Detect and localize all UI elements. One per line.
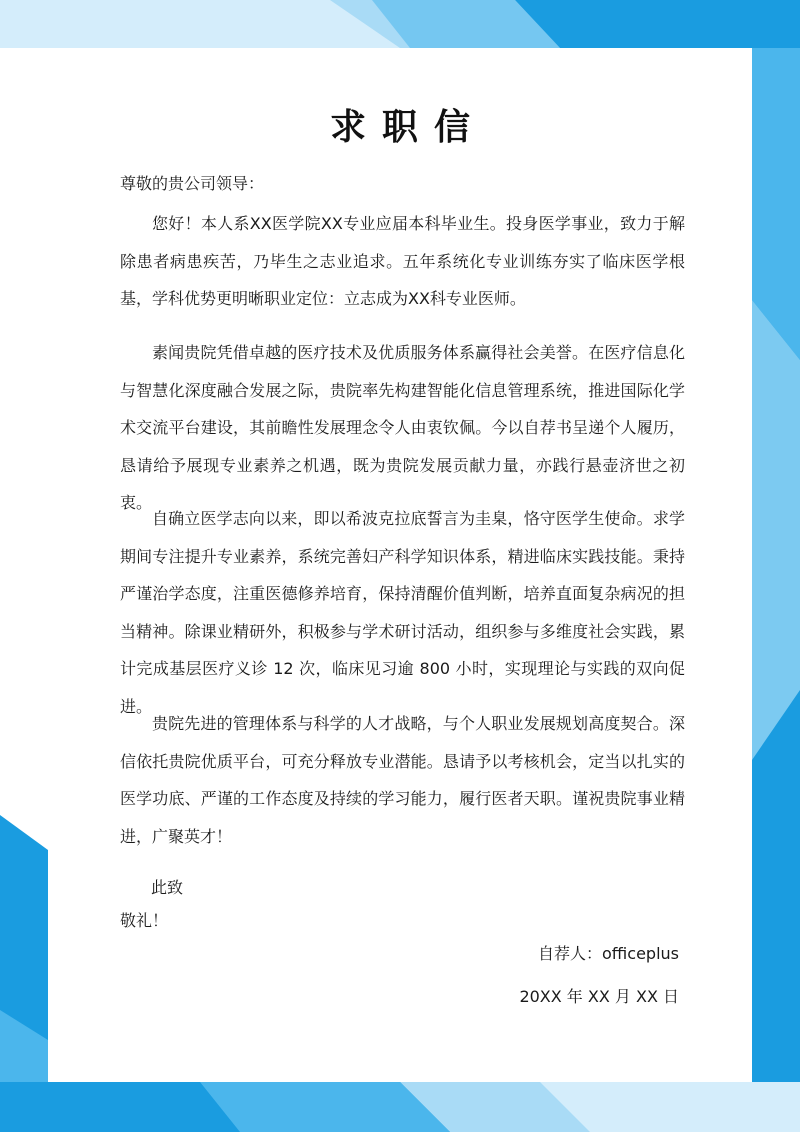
paragraph-hospital-praise: 素闻贵院凭借卓越的医疗技术及优质服务体系赢得社会美誉。在医疗信息化与智慧化深度融合发展之际，贵院率先构建智能化信息管理系统，推进国际化学术交流平台建设，其前瞻性发展理念令人由衷钦佩。今以自荐书呈递个人履历，恳请给予展现专业素养之机遇，既为贵院发展贡献力量，亦践行悬壶济世之初衷。 [120,343,685,512]
paragraph-introduction: 您好！本人系XX医学院XX专业应届本科毕业生。投身医学事业，致力于解除患者病患疾苦，乃毕生之志业追求。五年系统化专业训练夯实了临床医学根基，学科优势更明晰职业定位：立志成为XX科专业医师。 [120,214,685,308]
paragraph-conclusion: 贵院先进的管理体系与科学的人才战略，与个人职业发展规划高度契合。深信依托贵院优质平台，可充分释放专业潜能。恳请予以考核机会，定当以扎实的医学功底、严谨的工作态度及持续的学习能力，履行医者天职。谨祝贵院事业精进，广聚英才！ [120,714,685,846]
salutation: 尊敬的贵公司领导： [120,174,265,193]
date: 20XX 年 XX 月 XX 日 [519,987,679,1006]
closing-phrase: 此致 [151,878,184,897]
paragraph-experience: 自确立医学志向以来，即以希波克拉底誓言为圭臬，恪守医学生使命。求学期间专注提升专业素养，系统完善妇产科学知识体系，精进临床实践技能。秉持严谨治学态度，注重医德修养培育，保持清醒价值判断，培养直面复杂病况的担当精神。除课业精研外，积极参与学术研讨活动，组织参与多维度社会实践，累计完成基层医疗义诊 12 次，临床见习逾 800 小时，实现理论与实践的双向促进。 [120,509,685,716]
signature: 自荐人：officeplus [538,944,679,963]
letter-title: 求职信 [329,107,486,148]
regards-phrase: 敬礼！ [120,911,169,930]
